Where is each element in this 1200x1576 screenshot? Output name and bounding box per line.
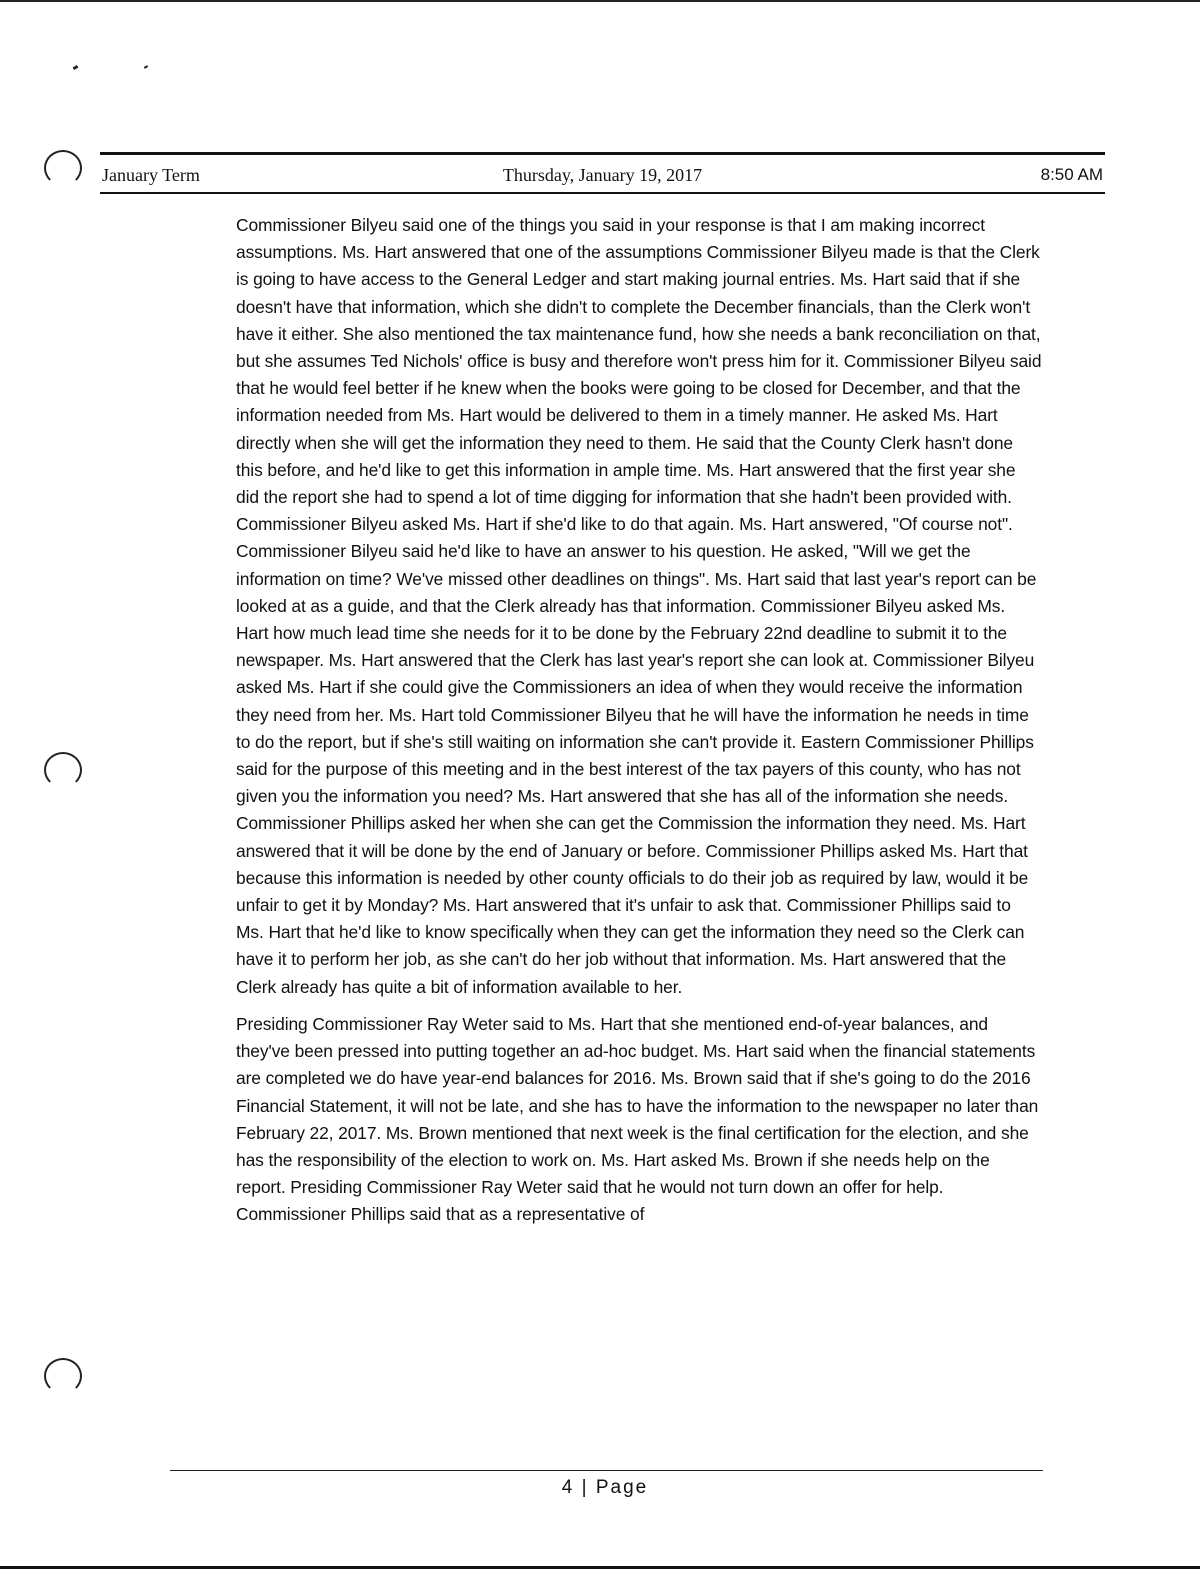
header-time: 8:50 AM <box>1040 165 1103 184</box>
page-number: 4 | Page <box>561 1477 649 1498</box>
paragraph: Presiding Commissioner Ray Weter said to Ms. Hart that she mentioned end-of-year balances, and they've been pressed into putting together an ad-hoc budget. Ms. Hart said when the financial statements are completed we do have year-end balances for 2016. Ms. Brown said that if she's going to do the 2016 Financial Statement, it will not be late, and she has to have the information to the newspaper no later than February 22, 2017. Ms. Brown mentioned that next week is the final certification for the election, and she has the responsibility of the election to work on. Ms. Hart asked Ms. Brown if she needs help on the report. Presiding Commissioner Ray Weter said that he would not turn down an offer for help. Commissioner Phillips said that as a representative of <box>236 1013 1039 1225</box>
header-rule-top <box>100 152 1105 155</box>
scan-top-edge <box>0 0 1200 2</box>
scan-bottom-edge <box>0 1566 1200 1569</box>
scan-speck <box>144 65 148 69</box>
page-header <box>100 150 1105 194</box>
header-date: Thursday, January 19, 2017 <box>502 165 703 185</box>
punch-hole-icon <box>44 752 82 788</box>
paragraph: Commissioner Bilyeu said one of the things you said in your response is that I am making incorrect assumptions. Ms. Hart answered that one of the assumptions Commissioner Bilyeu made is that the Clerk is going to have access to the General Ledger and start making journal entries. Ms. Hart said that if she doesn't have that information, which she didn't to complete the December financials, than the Clerk won't have it either. She also mentioned the tax maintenance fund, how she needs a bank reconciliation on that, but she assumes Ted Nichols' office is busy and therefore won't press him for it. Commissioner Bilyeu said that he would feel better if he knew when the books were going to be closed for December, and that the information needed from Ms. Hart would be delivered to them in a timely manner. He asked Ms. Hart directly when she will get the information they need to them. He said that the County Clerk hasn't done this before, and he'd like to get this information in ample time. Ms. Hart answered that the first year she did the report she had to spend a lot of time digging for information that she hadn't been provided with. Commissioner Bilyeu asked Ms. Hart if she'd like to do that again. Ms. Hart answered, "Of course not". Commissioner Bilyeu said he'd like to have an answer to his question. He asked, "Will we get the information on time? We've missed other deadlines on things". Ms. Hart said that last year's report can be looked at as a guide, and that the Clerk already has that information. Commissioner Bilyeu asked Ms. Hart how much lead time she needs for it to be done by the February 22nd deadline to submit it to the newspaper. Ms. Hart answered that the Clerk has last year's report she can look at. Commissioner Bilyeu asked Ms. Hart if she could give the Commissioners an idea of when they would receive the information they need from her. Ms. Hart told Commissioner Bilyeu that he will have the information he needs in time to do the report, but if she's still waiting on information she can't provide it. Eastern Commissioner Phillips said for the purpose of this meeting and in the best interest of the tax payers of this county, who has not given you the information you need? Ms. Hart answered that she has all of the information she needs. Commissioner Phillips asked her when she can get the Commission the information they need. Ms. Hart answered that it will be done by the end of January or before. Commissioner Phillips asked Ms. Hart that because this information is needed by other county officials to do their job as required by law, would it be unfair to get it by Monday? Ms. Hart answered that it's unfair to ask that. Commissioner Phillips said to Ms. Hart that he'd like to know specifically when they can get the information they need so the Clerk can have it to perform her job, as she can't do her job without that information. Ms. Hart answered that the Clerk already has quite a bit of information available to her. <box>236 215 1042 997</box>
footer-rule <box>170 1470 1043 1471</box>
header-term: January Term <box>102 165 200 185</box>
minutes-body <box>236 212 1042 1239</box>
punch-hole-icon <box>44 1358 82 1394</box>
header-rule-bottom <box>100 192 1105 194</box>
scan-speck <box>73 65 79 70</box>
punch-hole-icon <box>44 150 82 186</box>
